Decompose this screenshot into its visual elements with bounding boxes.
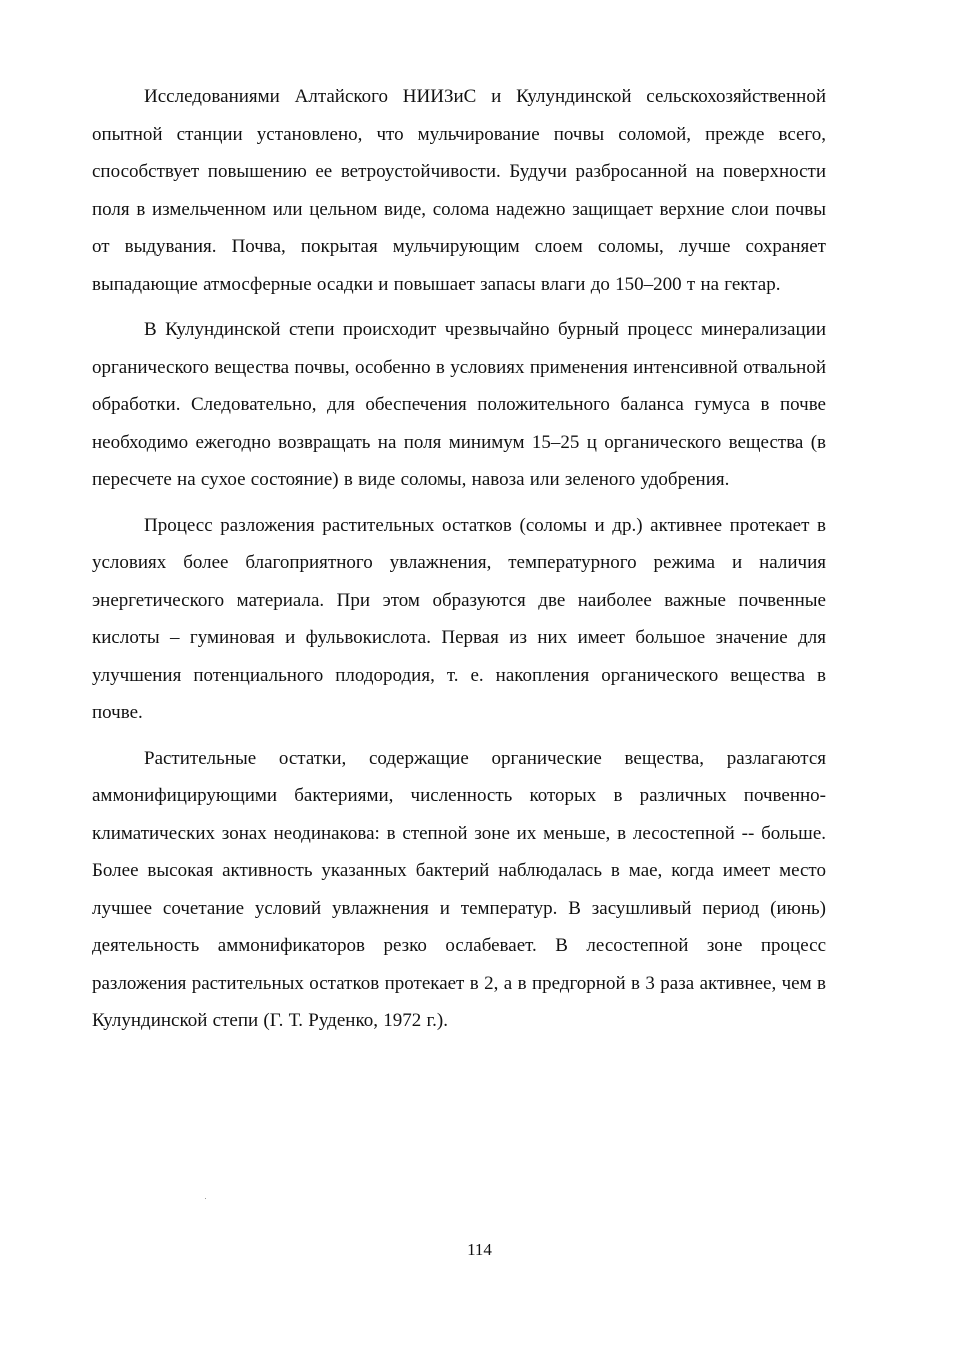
paragraph-4: Растительные остатки, содержащие органические вещества, разлагаются аммонифицирующими бактериями, численность которых в различных почвенно-климатических зонах неодинакова: в степной зоне их меньше, в лесостепной -- больше. Более высокая активность указанных бактерий наблюдалась в мае, когда имеет место лучшее сочетание условий увлажнения и температур. В засушливый период (июнь) деятельность аммонификаторов резко ослабевает. В лесостепной зоне процесс разложения растительных остатков протекает в 2, а в предгорной в 3 раза активнее, чем в Кулундинской степи (Г. Т. Руденко, 1972 г.). — [92, 747, 826, 1031]
paragraph-2: В Кулундинской степи происходит чрезвычайно бурный процесс минерализации органического вещества почвы, особенно в условиях применения интенсивной отвальной обработки. Следовательно, для обеспечения положительного баланса гумуса в почве необходимо ежегодно возвращать на поля минимум 15–25 ц органического вещества (в пересчете на сухое состояние) в виде соломы, навоза или зеленого удобрения. — [92, 319, 826, 490]
body-text — [92, 78, 826, 1048]
paragraph-1: Исследованиями Алтайского НИИЗиС и Кулундинской сельскохозяйственной опытной станции установлено, что мульчирование почвы соломой, прежде всего, способствует повышению ее ветроустойчивости. Будучи разбросанной на поверхности поля в измельченном или цельном виде, солома надежно защищает верхние слои почвы от выдувания. Почва, покрытая мульчирующим слоем соломы, лучше сохраняет выпадающие атмосферные осадки и повышает запасы влаги до 150–200 т на гектар. — [92, 86, 826, 295]
paragraph-3: Процесс разложения растительных остатков (соломы и др.) активнее протекает в условиях более благоприятного увлажнения, температурного режима и наличия энергетического материала. При этом образуются две наиболее важные почвенные кислоты – гуминовая и фульвокислота. Первая из них имеет большое значение для улучшения потенциального плодородия, т. е. накопления органического вещества в почве. — [92, 514, 826, 723]
page-number: 114 — [467, 1240, 492, 1259]
scan-speck — [205, 1198, 206, 1199]
